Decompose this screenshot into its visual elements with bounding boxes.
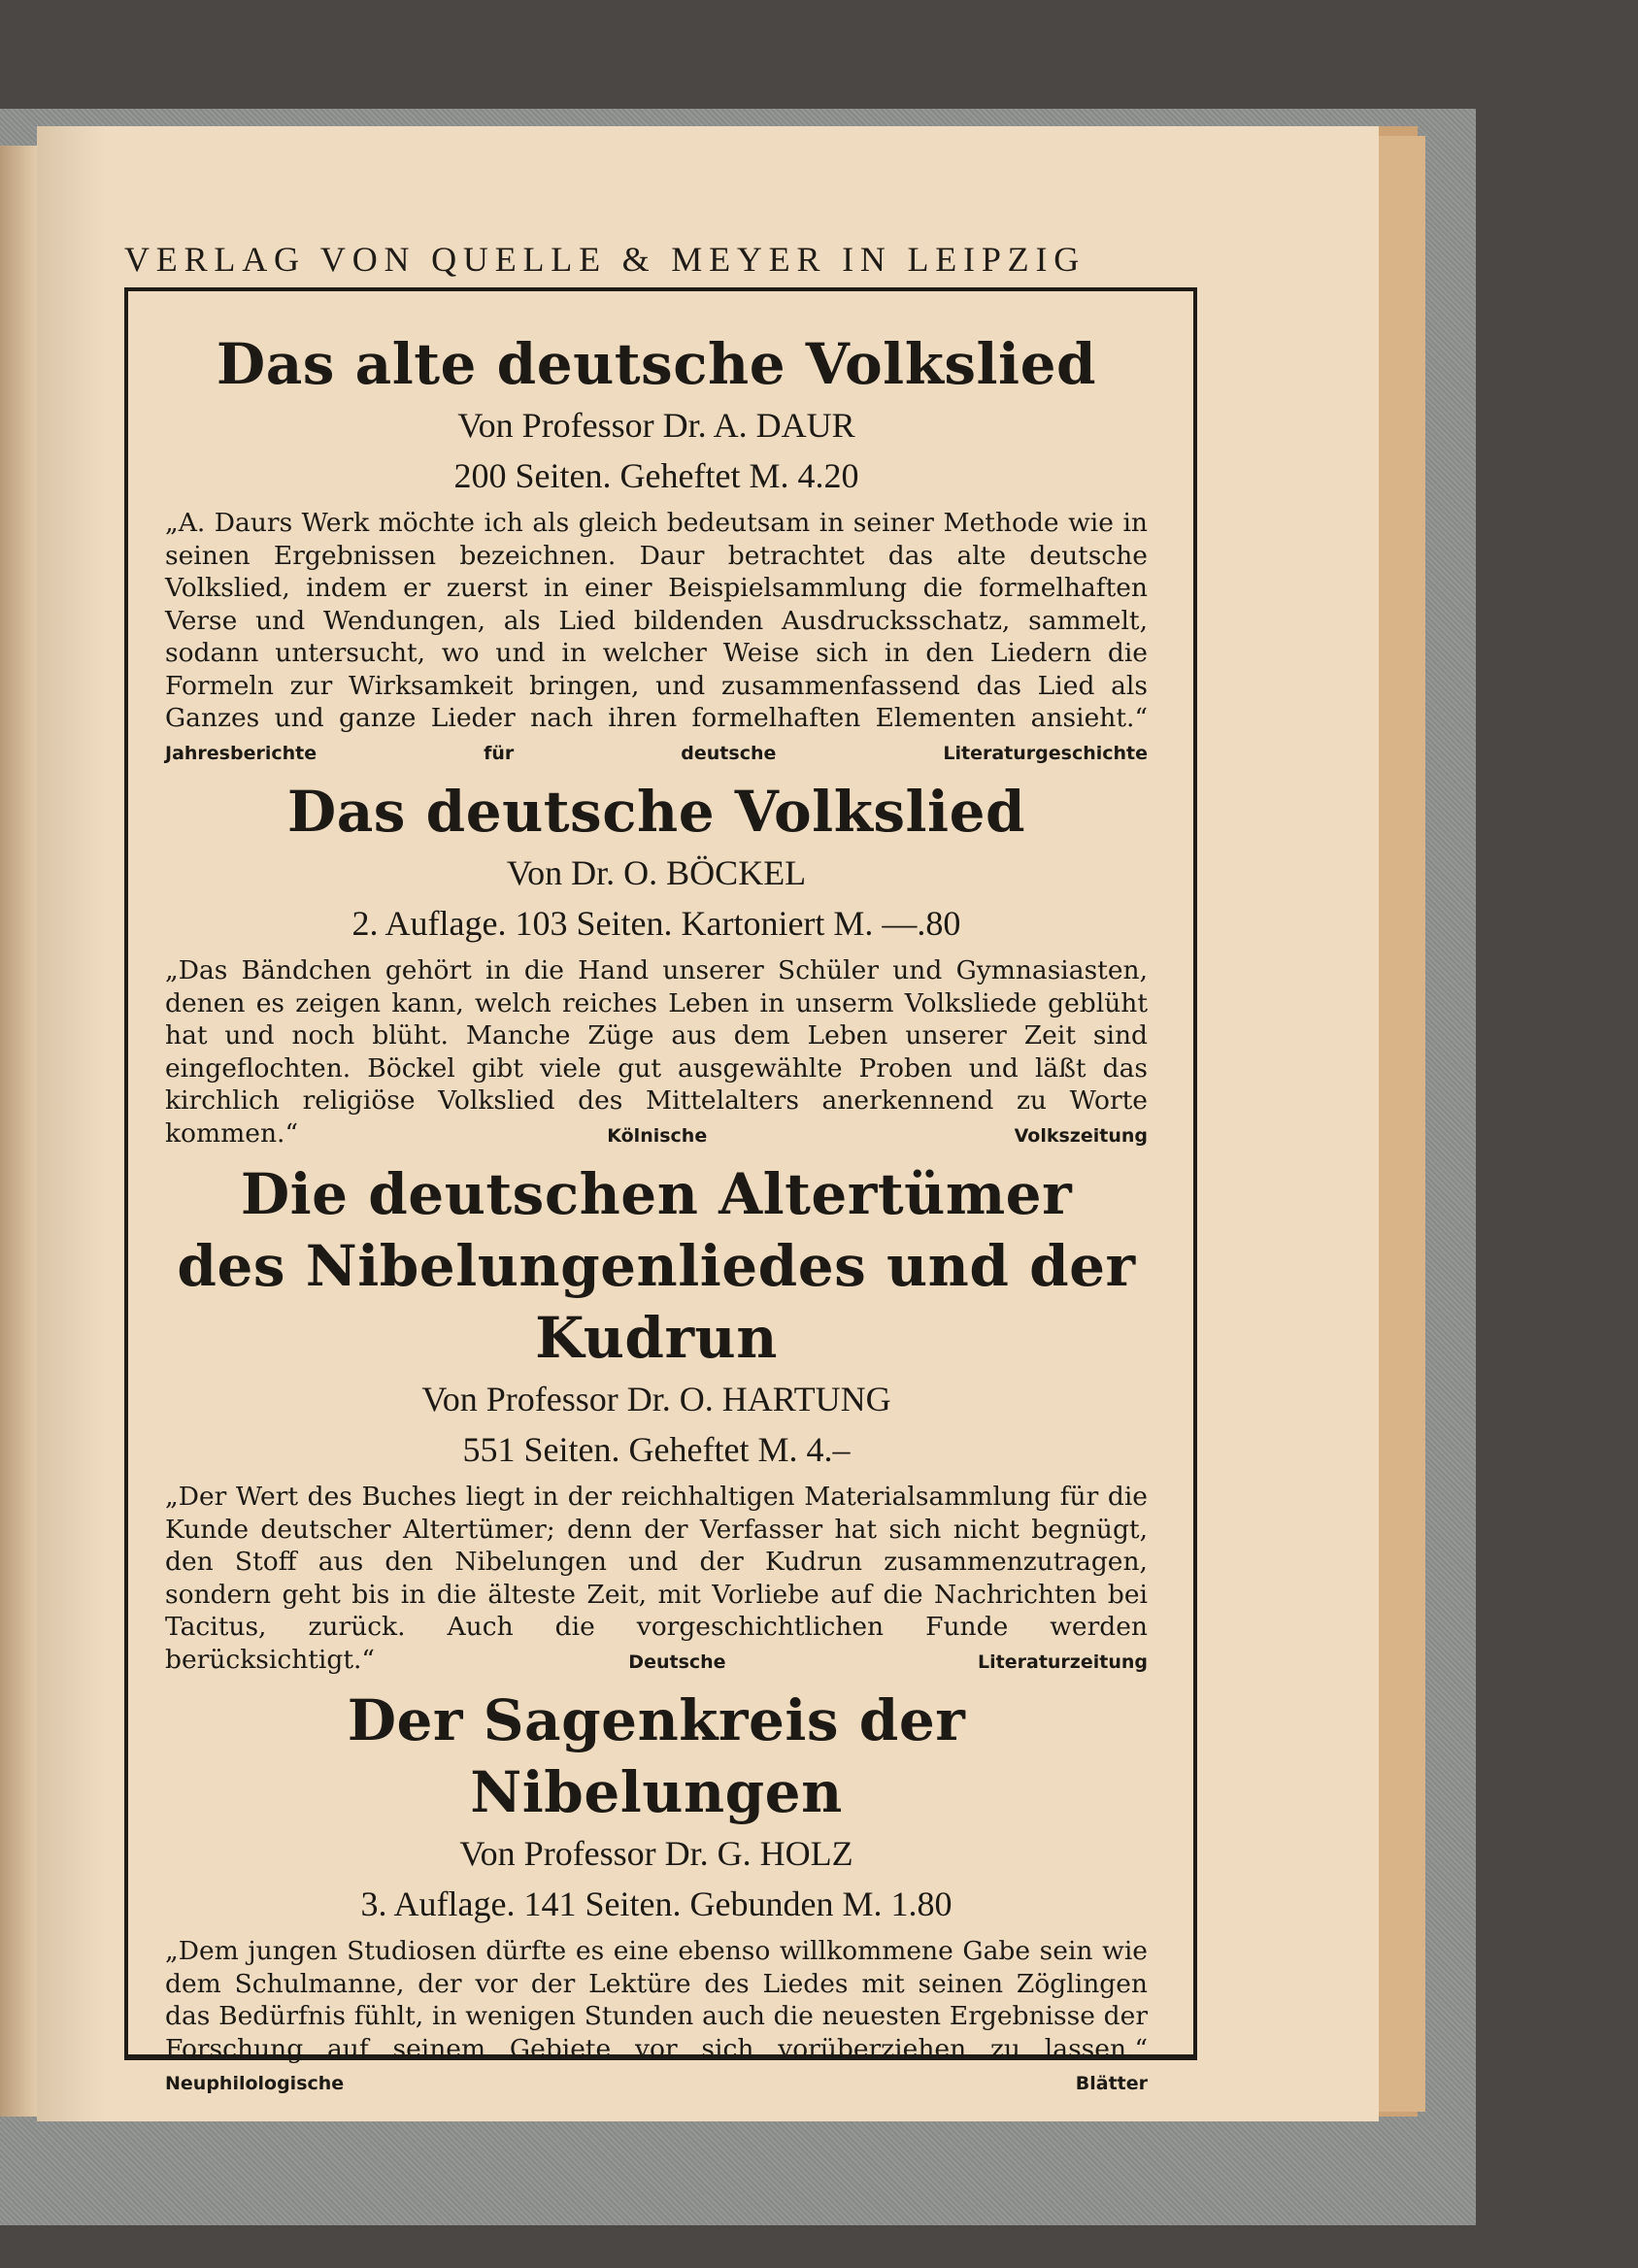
book-title: Der Sagenkreis der Nibelungen <box>347 1687 966 1825</box>
page-stack-edge-inner <box>1379 136 1425 2112</box>
book-title: Das deutsche Volkslied <box>286 779 1026 845</box>
review-text: „Der Wert des Buches liegt in der reichhaltigen Materialsammlung für die Kunde deutscher Altertümer; denn der Verfasser hat sich nicht begnügt, den Stoff aus den Nibelungen und der Kudrun zusammenzutragen, sondern geht bis in die älteste Zeit, mit Vorliebe auf die Nachrichten bei Tacitus, zurück. Auch die vorgeschichtlichen Funde werden berücksichtigt.“ <box>165 1482 1148 1675</box>
book-title: Das alte deutsche Volkslied <box>216 331 1097 397</box>
advertisement-content <box>165 328 1148 2107</box>
book-publication-info: 200 Seiten. Geheftet M. 4.20 <box>453 456 859 495</box>
book-publication-info: 551 Seiten. Geheftet M. 4.– <box>462 1430 851 1469</box>
review-source: Kölnische Volkszeitung <box>607 1124 1148 1147</box>
book-publication-info: 2. Auflage. 103 Seiten. Kartoniert M. —.80 <box>351 904 961 943</box>
book-title-line-2: des Nibelungenliedes und der Kudrun <box>177 1233 1136 1371</box>
review-source: Jahresberichte für deutsche Literaturgeschichte <box>165 742 1148 764</box>
facing-page-edge <box>0 146 39 2117</box>
book-entry-holz <box>165 1684 1148 2101</box>
review-quote <box>165 507 1148 770</box>
review-quote <box>165 1481 1148 1679</box>
review-quote <box>165 1935 1148 2101</box>
book-author: Von Professor Dr. A. DAUR <box>457 406 855 445</box>
book-publication-info: 3. Auflage. 141 Seiten. Gebunden M. 1.80 <box>360 1884 953 1923</box>
book-entry-daur <box>165 328 1148 770</box>
book-title-line-1: Die deutschen Altertümer <box>240 1161 1073 1227</box>
review-text: „Das Bändchen gehört in die Hand unserer Schüler und Gymnasiasten, denen es zeigen kann, welch reiches Leben in unserm Volksliede geblüht hat und noch blüht. Manche Züge aus dem Leben unserer Zeit sind eingeflochten. Böckel gibt viele gut ausgewählte Proben und läßt das kirchlich religiöse Volkslied des Mittelalters anerkennend zu Worte kommen.“ <box>165 955 1148 1149</box>
publisher-header: VERLAG VON QUELLE & MEYER IN LEIPZIG <box>124 240 1086 279</box>
review-source: Deutsche Literaturzeitung <box>628 1651 1148 1673</box>
review-text: „A. Daurs Werk möchte ich als gleich bedeutsam in seiner Methode wie in seinen Ergebnissen bezeichnen. Daur betrachtet das alte deutsche Volkslied, indem er zuerst in einer Beispielsammlung die formelhaften Verse und Wendungen, als Lied bildenden Ausdrucksschatz, sammelt, sodann untersucht, wo und in welcher Weise sich in den Liedern die Formeln zur Wirksamkeit bringen, und zusammenfassend das Lied als Ganzes und ganze Lieder nach ihren formelhaften Elementen ansieht.“ <box>165 508 1148 733</box>
book-entry-boeckel <box>165 776 1148 1152</box>
book-author: Von Professor Dr. O. HARTUNG <box>421 1380 891 1418</box>
book-author: Von Dr. O. BÖCKEL <box>506 853 807 892</box>
book-author: Von Professor Dr. G. HOLZ <box>459 1834 853 1873</box>
review-source: Neuphilologische Blätter <box>165 2073 1148 2094</box>
review-text: „Dem jungen Studiosen dürfte es eine ebenso willkommene Gabe sein wie dem Schulmanne, der vor der Lektüre des Liedes mit seinen Zöglingen das Bedürfnis fühlt, in wenigen Stunden auch die neuesten Ergebnisse der Forschung auf seinem Gebiete vor sich vorüberziehen zu lassen.“ <box>165 1936 1148 2064</box>
review-quote <box>165 954 1148 1152</box>
book-entry-hartung <box>165 1158 1148 1679</box>
